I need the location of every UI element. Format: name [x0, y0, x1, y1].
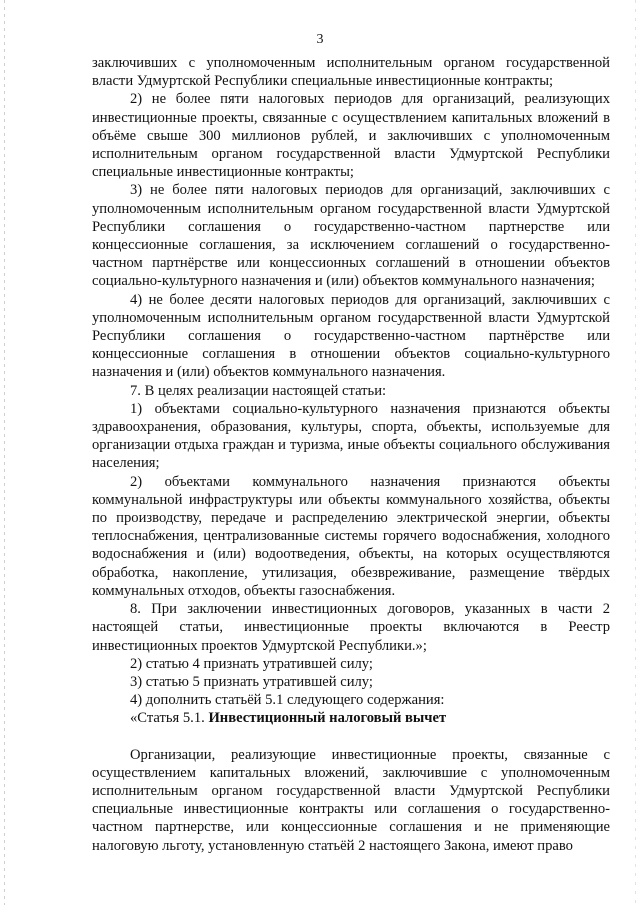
scan-edge-left	[4, 0, 5, 905]
paragraph-item-4: 4) не более десяти налоговых периодов для организаций, заключивших с уполномоченным исполнительным органом государственной власти Удмуртской Республики соглашения о государственно-частном партнёрстве или концессионные соглашения в отношении объектов социально-культурного назначения и (или) объектов коммунального назначения.	[92, 291, 610, 381]
paragraph-amend-2: 2) статью 4 признать утратившей силу;	[130, 655, 373, 672]
paragraph-part-7-item-1: 1) объектами социально-культурного назначения признаются объекты здравоохранения, образования, культуры, спорта, объекты, используемые для организации отдыха граждан и туризма, иные объекты социального обслуживания населения;	[92, 400, 610, 472]
article-heading-title: Инвестиционный налоговый вычет	[208, 710, 447, 727]
paragraph-amend-3: 3) статью 5 признать утратившей силу;	[130, 673, 373, 690]
article-heading-prefix: «Статья 5.1.	[130, 710, 209, 727]
page-number: 3	[316, 32, 324, 47]
paragraph-amend-4: 4) дополнить статьёй 5.1 следующего содержания:	[130, 692, 445, 709]
scan-edge-right	[635, 0, 636, 905]
document-body	[92, 54, 610, 855]
blank-line	[92, 728, 610, 746]
paragraph-item-3: 3) не более пяти налоговых периодов для организаций, заключивших с уполномоченным исполнительным органом государственной власти Удмуртской Республики соглашения о государственно-частном партнерстве или концессионные соглашения, за исключением соглашений о государственно-частном партнёрстве или концессионных соглашений в отношении объектов социально-культурного назначения и (или) объектов коммунального назначения;	[92, 182, 610, 290]
paragraph-part-7-item-2: 2) объектами коммунального назначения признаются объекты коммунальной инфраструктуры или объекты коммунального хозяйства, объекты по производству, передаче и распределению электрической энергии, объекты теплоснабжения, централизованные системы горячего водоснабжения, холодного водоснабжения и (или) водоотведения, объекты, на которых осуществляются обработка, накопление, утилизация, обезвреживание, размещение твёрдых коммунальных отходов, объекты газоснабжения.	[92, 473, 610, 599]
paragraph-part-8: 8. При заключении инвестиционных договоров, указанных в части 2 настоящей статьи, инвестиционные проекты включаются в Реестр инвестиционных проектов Удмуртской Республики.»;	[92, 601, 610, 654]
paragraph-item-2: 2) не более пяти налоговых периодов для организаций, реализующих инвестиционные проекты, связанные с осуществлением капитальных вложений в объёме свыше 300 миллионов рублей, и заключивших с уполномоченным исполнительным органом государственной власти Удмуртской Республики специальные инвестиционные контракты;	[92, 91, 610, 181]
paragraph-article-text: Организации, реализующие инвестиционные проекты, связанные с осуществлением капитальных вложений, заключившие с уполномоченным исполнительным органом государственной власти Удмуртской Республики специальные инвестиционные контракты или соглашения о государственно-частном партнерстве, или концессионные соглашения и не применяющие налоговую льготу, установленную статьёй 2 настоящего Закона, имеют право	[92, 746, 610, 854]
paragraph-part-7: 7. В целях реализации настоящей статьи:	[130, 382, 387, 399]
paragraph-continuation: заключивших с уполномоченным исполнительным органом государственной власти Удмуртской Республики специальные инвестиционные контракты;	[92, 55, 610, 90]
article-heading	[92, 709, 610, 727]
